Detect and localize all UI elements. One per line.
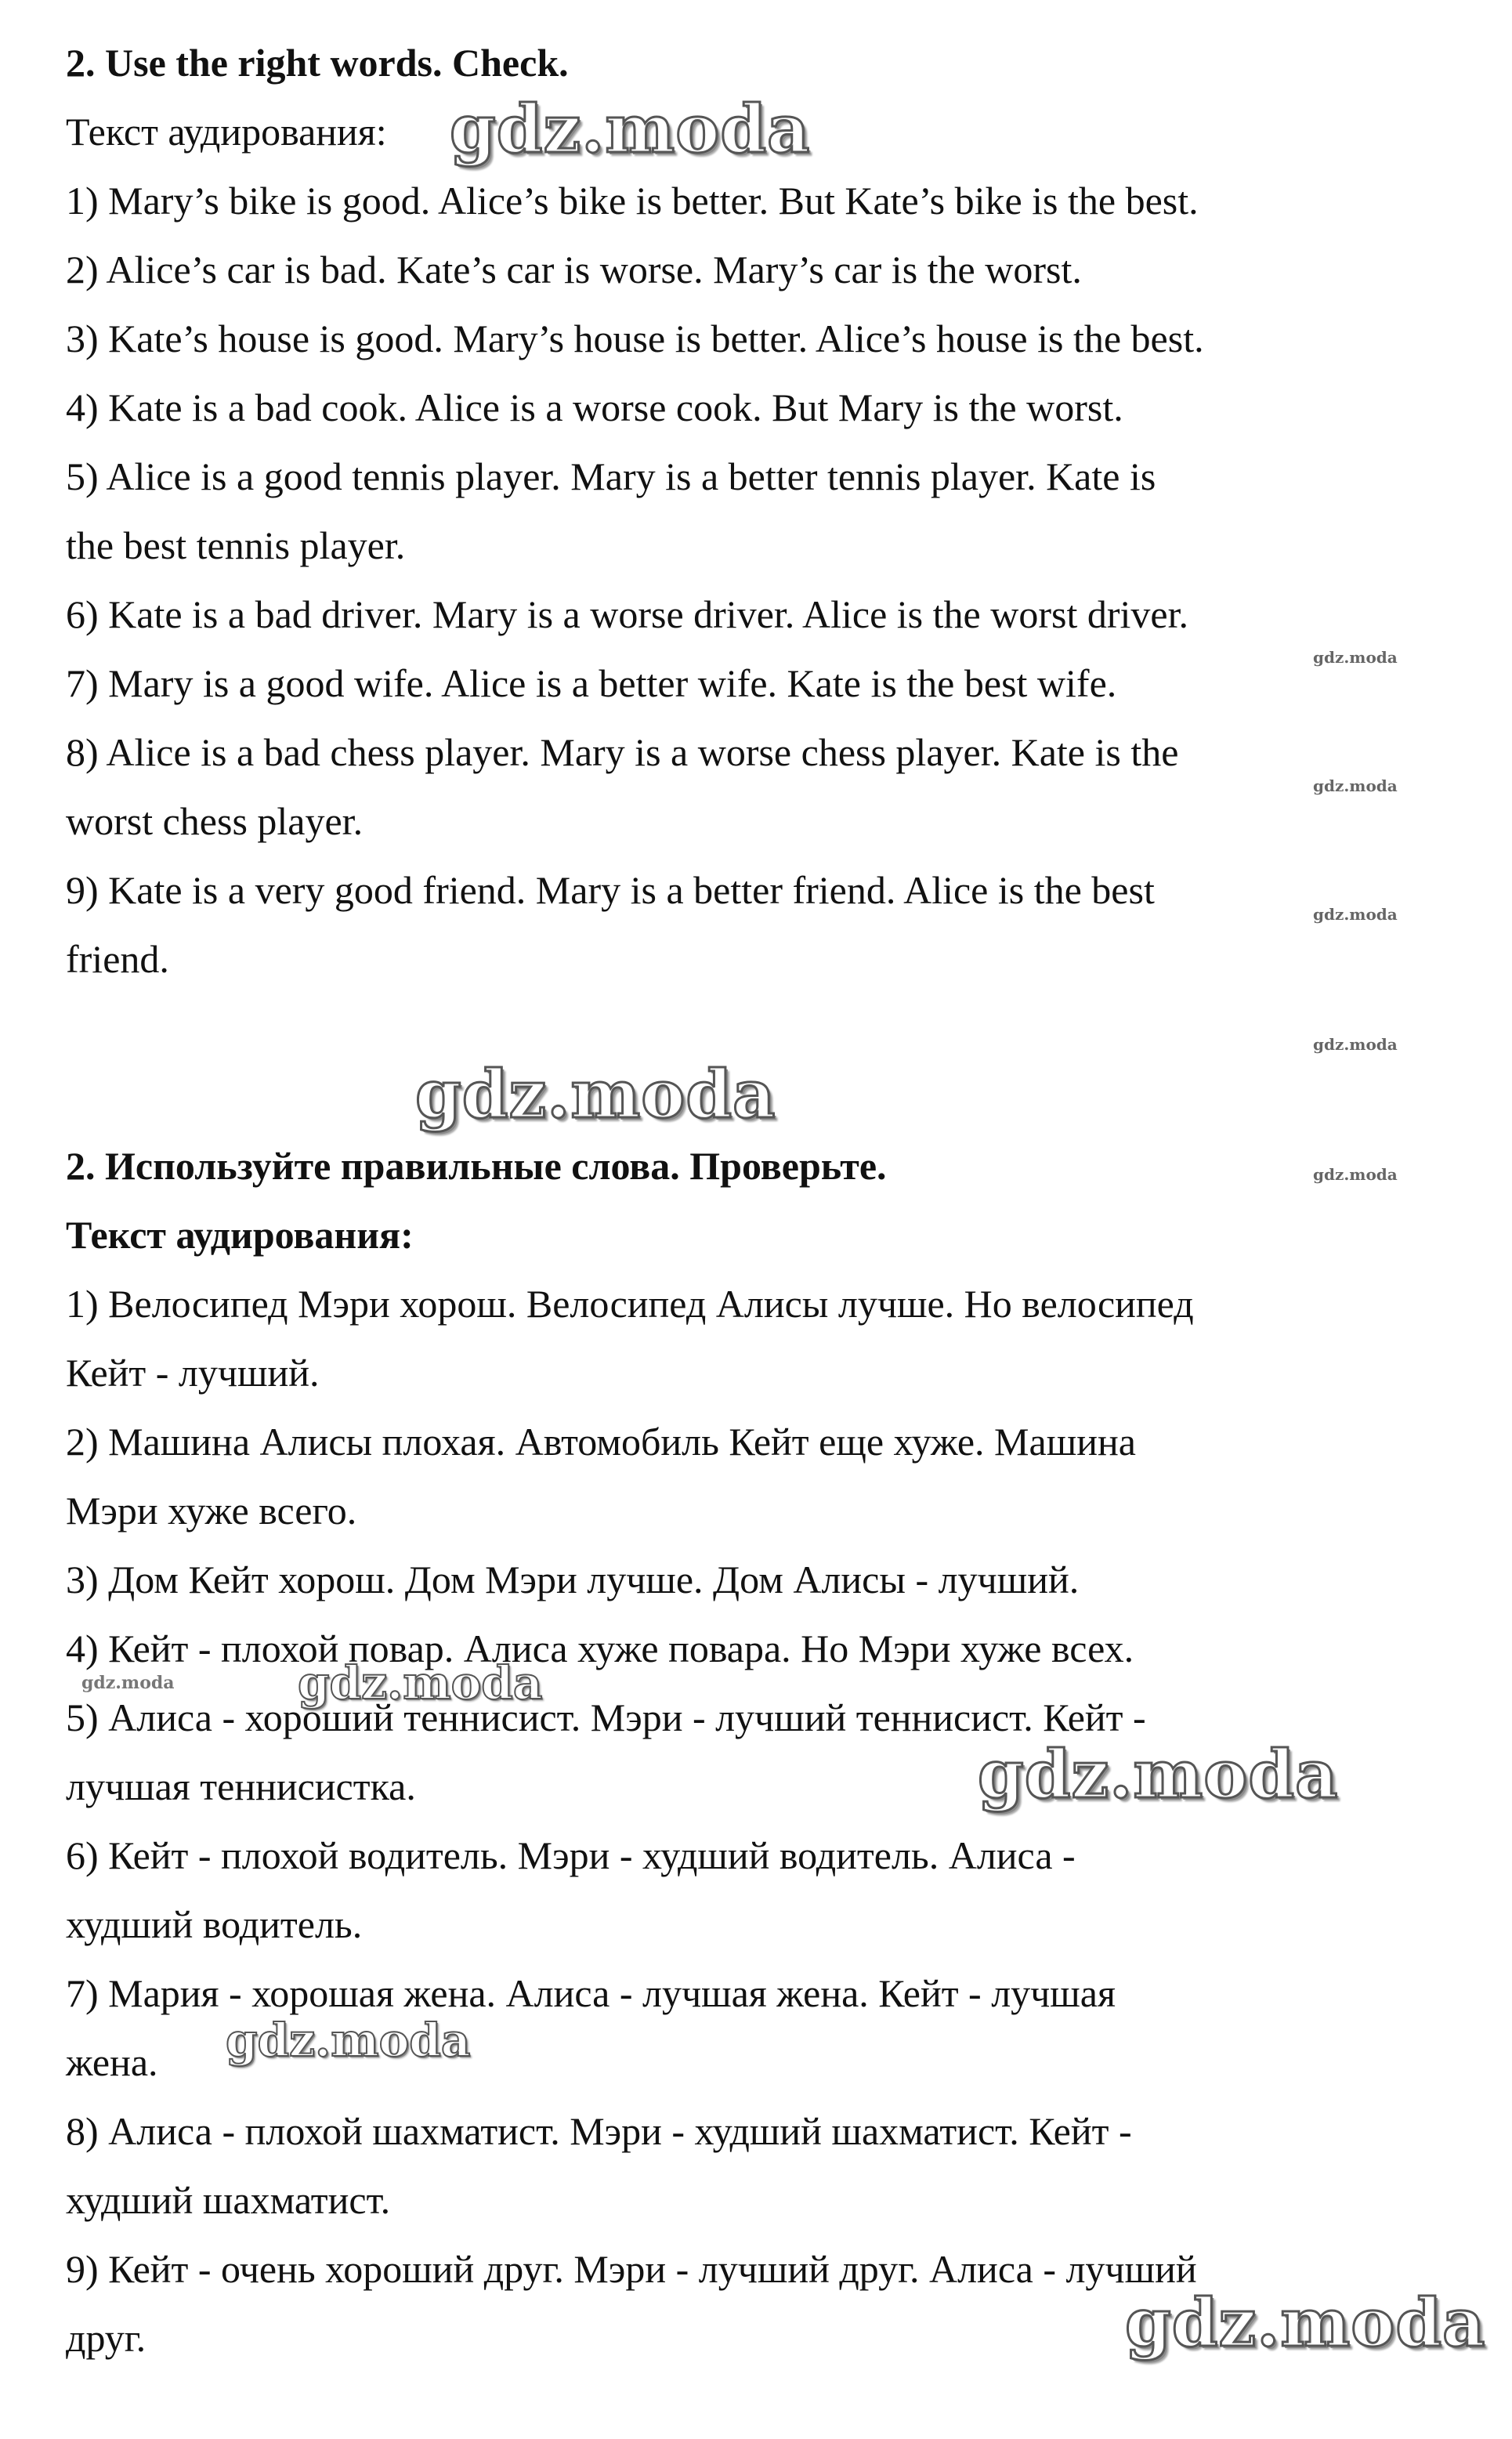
english-line: 4) Kate is a bad cook. Alice is a worse cook. But Mary is the worst. [66, 385, 1123, 429]
watermark-logo: gdz.moda [1313, 905, 1398, 924]
english-line: friend. [66, 937, 169, 981]
watermark-logo: gdz.moda [415, 1055, 776, 1133]
russian-subheading: Текст аудирования: [66, 1213, 414, 1257]
russian-heading: 2. Используйте правильные слова. Проверьте. [66, 1144, 887, 1188]
russian-line: худший шахматист. [66, 2178, 391, 2222]
russian-line: 1) Велосипед Мэри хорош. Велосипед Алисы лучше. Но велосипед [66, 1282, 1194, 1326]
russian-line: друг. [66, 2316, 146, 2360]
russian-line: жена. [66, 2040, 158, 2084]
russian-line: 9) Кейт - очень хороший друг. Мэри - лучший друг. Алиса - лучший [66, 2247, 1197, 2291]
watermark-logo: gdz.moda [1125, 2284, 1486, 2361]
watermark-logo: gdz.moda [1313, 1035, 1398, 1054]
english-line: the best tennis player. [66, 523, 406, 567]
watermark-logo: gdz.moda [81, 1673, 175, 1693]
russian-line: Мэри хуже всего. [66, 1489, 357, 1533]
english-subheading: Текст аудирования: [66, 110, 387, 154]
english-line: 8) Alice is a bad chess player. Mary is a worse chess player. Kate is the [66, 730, 1179, 774]
russian-line: 8) Алиса - плохой шахматист. Мэри - худший шахматист. Кейт - [66, 2109, 1132, 2153]
watermark-logo: gdz.moda [450, 90, 811, 168]
russian-line: лучшая теннисистка. [66, 1764, 416, 1808]
watermark-logo: gdz.moda [1313, 648, 1398, 667]
watermark-logo: gdz.moda [1313, 776, 1398, 795]
english-line: 3) Kate’s house is good. Mary’s house is better. Alice’s house is the best. [66, 317, 1204, 360]
russian-line: 4) Кейт - плохой повар. Алиса хуже повара. Но Мэри хуже всех. [66, 1627, 1134, 1670]
russian-line: 3) Дом Кейт хорош. Дом Мэри лучше. Дом Алисы - лучший. [66, 1558, 1080, 1601]
watermark-logo: gdz.moda [1313, 1165, 1398, 1184]
watermark-logo: gdz.moda [226, 2014, 471, 2067]
english-line: 5) Alice is a good tennis player. Mary is a better tennis player. Kate is [66, 454, 1156, 498]
english-line: 6) Kate is a bad driver. Mary is a worse driver. Alice is the worst driver. [66, 592, 1188, 636]
watermark-logo: gdz.moda [298, 1656, 543, 1710]
english-heading: 2. Use the right words. Check. [66, 41, 569, 85]
english-line: 9) Kate is a very good friend. Mary is a better friend. Alice is the best [66, 868, 1155, 912]
russian-line: Кейт - лучший. [66, 1351, 320, 1395]
russian-line: 6) Кейт - плохой водитель. Мэри - худший водитель. Алиса - [66, 1833, 1076, 1877]
watermark-logo: gdz.moda [978, 1735, 1339, 1813]
russian-line: худший водитель. [66, 1902, 363, 1946]
russian-line: 7) Мария - хорошая жена. Алиса - лучшая жена. Кейт - лучшая [66, 1971, 1116, 2015]
russian-line: 5) Алиса - хороший теннисист. Мэри - лучший теннисист. Кейт - [66, 1695, 1146, 1739]
english-line: worst chess player. [66, 799, 364, 843]
russian-line: 2) Машина Алисы плохая. Автомобиль Кейт еще хуже. Машина [66, 1420, 1136, 1464]
english-line: 2) Alice’s car is bad. Kate’s car is worse. Mary’s car is the worst. [66, 248, 1082, 291]
english-line: 1) Mary’s bike is good. Alice’s bike is better. But Kate’s bike is the best. [66, 179, 1199, 223]
english-line: 7) Mary is a good wife. Alice is a better wife. Kate is the best wife. [66, 661, 1117, 705]
